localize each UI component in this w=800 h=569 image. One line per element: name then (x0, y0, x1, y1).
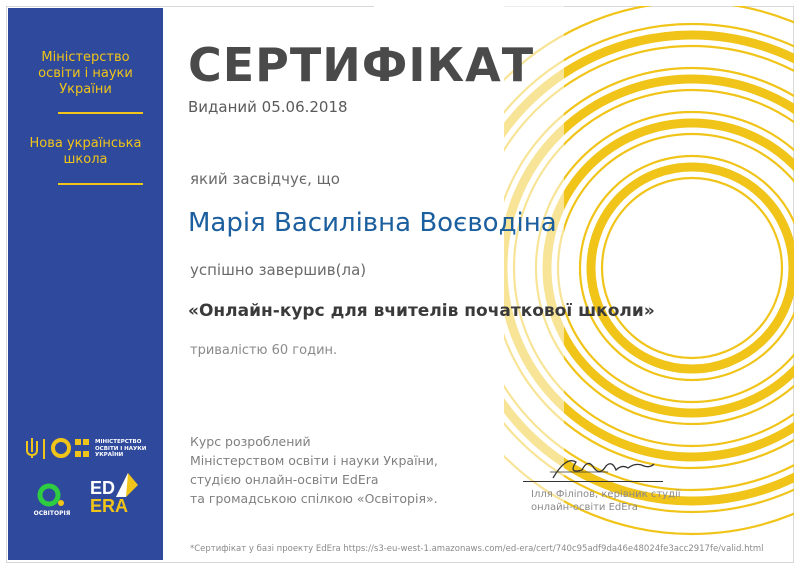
developed-line-2: Міністерством освіти і науки України, (190, 453, 438, 468)
trident-icon (25, 437, 39, 459)
ministry-name (8, 50, 163, 98)
nus-line-2: школа (63, 152, 108, 167)
edera-text-ed: ED (90, 478, 116, 498)
completed-text: успішно завершив(ла) (190, 261, 367, 279)
signature-caption-line-1: Ілля Філіпов, керівник студії (531, 489, 681, 500)
edera-text-era: ERA (90, 496, 129, 516)
verification-footer: *Сертифікат у базі проекту EdEra https://s3-eu-west-1.amazonaws.com/ed-era/cert/740c95adf9da46e48024fe3acc2917fe/valid.html (190, 544, 764, 554)
nus-line-1: Нова українська (29, 136, 142, 151)
course-title: «Онлайн-курс для вчителів початкової школи» (188, 301, 655, 321)
ministry-line-2: освіти і науки (38, 66, 133, 81)
developed-line-1: Курс розроблений (190, 434, 311, 449)
developed-by (190, 432, 438, 508)
signature-line (523, 481, 663, 482)
duration-text: тривалістю 60 годин. (190, 343, 338, 358)
edera-mark-icon (112, 471, 140, 499)
ministry-line-3: України (59, 82, 112, 97)
ministry-line-1: Міністерство (41, 50, 130, 65)
signature-caption-line-2: онлайн-освіти EdEra (531, 502, 638, 513)
edera-logo (88, 471, 148, 523)
osvitoria-label: ОСВІТОРІЯ (33, 510, 71, 517)
developed-line-3: студією онлайн-освіти EdEra (190, 472, 379, 487)
signature (548, 452, 658, 482)
ministry-logo-line-3: УКРАЇНИ (95, 452, 124, 458)
mon-logo-icon (51, 437, 91, 459)
recipient-name: Марія Василівна Воєводіна (188, 208, 557, 238)
signature-caption (531, 488, 681, 514)
osvitoria-icon (36, 483, 66, 509)
certifies-text: який засвідчує, що (190, 170, 340, 188)
nus-name (8, 136, 163, 168)
certificate-title: СЕРТИФІКАТ (188, 38, 535, 92)
ministry-logo (25, 433, 155, 463)
ministry-logo-line-1: МІНІСТЕРСТВО (95, 439, 142, 445)
sidebar-divider-2 (58, 183, 143, 185)
osvitoria-logo (28, 483, 76, 523)
ministry-logo-text (95, 439, 146, 459)
sidebar-divider-1 (58, 112, 143, 114)
sidebar (8, 8, 163, 560)
developed-line-4: та громадською спілкою «Освіторія». (190, 491, 438, 506)
issued-date: Виданий 05.06.2018 (188, 98, 348, 116)
ministry-logo-line-2: ОСВІТИ І НАУКИ (95, 445, 147, 452)
